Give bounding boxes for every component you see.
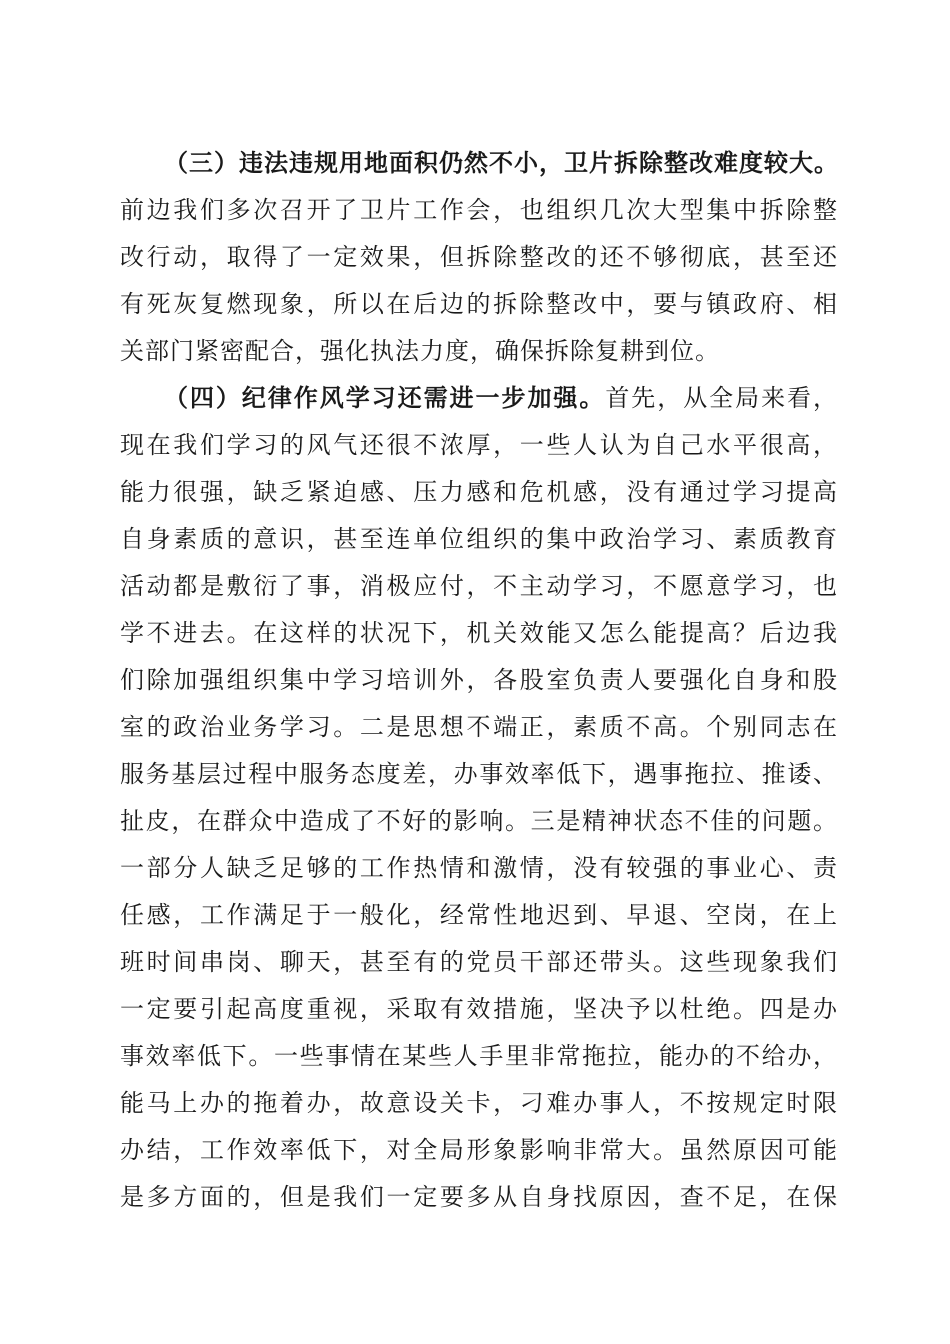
paragraph-line: 办结，工作效率低下，对全局形象影响非常大。虽然原因可能: [120, 1136, 838, 1164]
paragraph-line: 前边我们多次召开了卫片工作会，也组织几次大型集中拆除整: [120, 196, 838, 224]
paragraph-line: 关部门紧密配合，强化执法力度，确保拆除复耕到位。: [120, 337, 720, 365]
paragraph-line: 活动都是敷衍了事，消极应付，不主动学习，不愿意学习，也: [120, 572, 838, 600]
document-body: [120, 140, 838, 1221]
paragraph-line: 事效率低下。一些事情在某些人手里非常拖拉，能办的不给办，: [120, 1042, 838, 1070]
paragraph-line: 室的政治业务学习。二是思想不端正，素质不高。个别同志在: [120, 713, 838, 741]
paragraph-line: 现在我们学习的风气还很不浓厚，一些人认为自己水平很高，: [120, 431, 838, 459]
paragraph-line: 学不进去。在这样的状况下，机关效能又怎么能提高？后边我: [120, 619, 838, 647]
paragraph-line: 自身素质的意识，甚至连单位组织的集中政治学习、素质教育: [120, 525, 838, 553]
paragraph-heading: （三）违法违规用地面积仍然不小，卫片拆除整改难度较大。: [164, 149, 839, 177]
paragraph-line: 扯皮，在群众中造成了不好的影响。三是精神状态不佳的问题。: [120, 807, 838, 835]
paragraph-heading: （四）纪律作风学习还需进一步加强。: [164, 384, 606, 412]
paragraph-line: 班时间串岗、聊天，甚至有的党员干部还带头。这些现象我们: [120, 948, 838, 976]
paragraph-line: 任感，工作满足于一般化，经常性地迟到、早退、空岗，在上: [120, 901, 838, 929]
paragraph-heading-line: [120, 375, 838, 422]
paragraph-line: 能力很强，缺乏紧迫感、压力感和危机感，没有通过学习提高: [120, 478, 838, 506]
paragraph-line: 们除加强组织集中学习培训外，各股室负责人要强化自身和股: [120, 666, 838, 694]
paragraph-line: 一部分人缺乏足够的工作热情和激情，没有较强的事业心、责: [120, 854, 838, 882]
paragraph-line: 能马上办的拖着办，故意设关卡，刁难办事人，不按规定时限: [120, 1089, 838, 1117]
paragraph-line: 改行动，取得了一定效果，但拆除整改的还不够彻底，甚至还: [120, 243, 838, 271]
paragraph-text: 首先，从全局来看，: [605, 384, 839, 412]
paragraph-line: 一定要引起高度重视，采取有效措施，坚决予以杜绝。四是办: [120, 995, 838, 1023]
paragraph-line: 服务基层过程中服务态度差，办事效率低下，遇事拖拉、推诿、: [120, 760, 838, 788]
paragraph-line: 是多方面的，但是我们一定要多从自身找原因，查不足，在保: [120, 1183, 838, 1211]
paragraph-line: 有死灰复燃现象，所以在后边的拆除整改中，要与镇政府、相: [120, 290, 838, 318]
paragraph-heading-line: [120, 140, 838, 187]
